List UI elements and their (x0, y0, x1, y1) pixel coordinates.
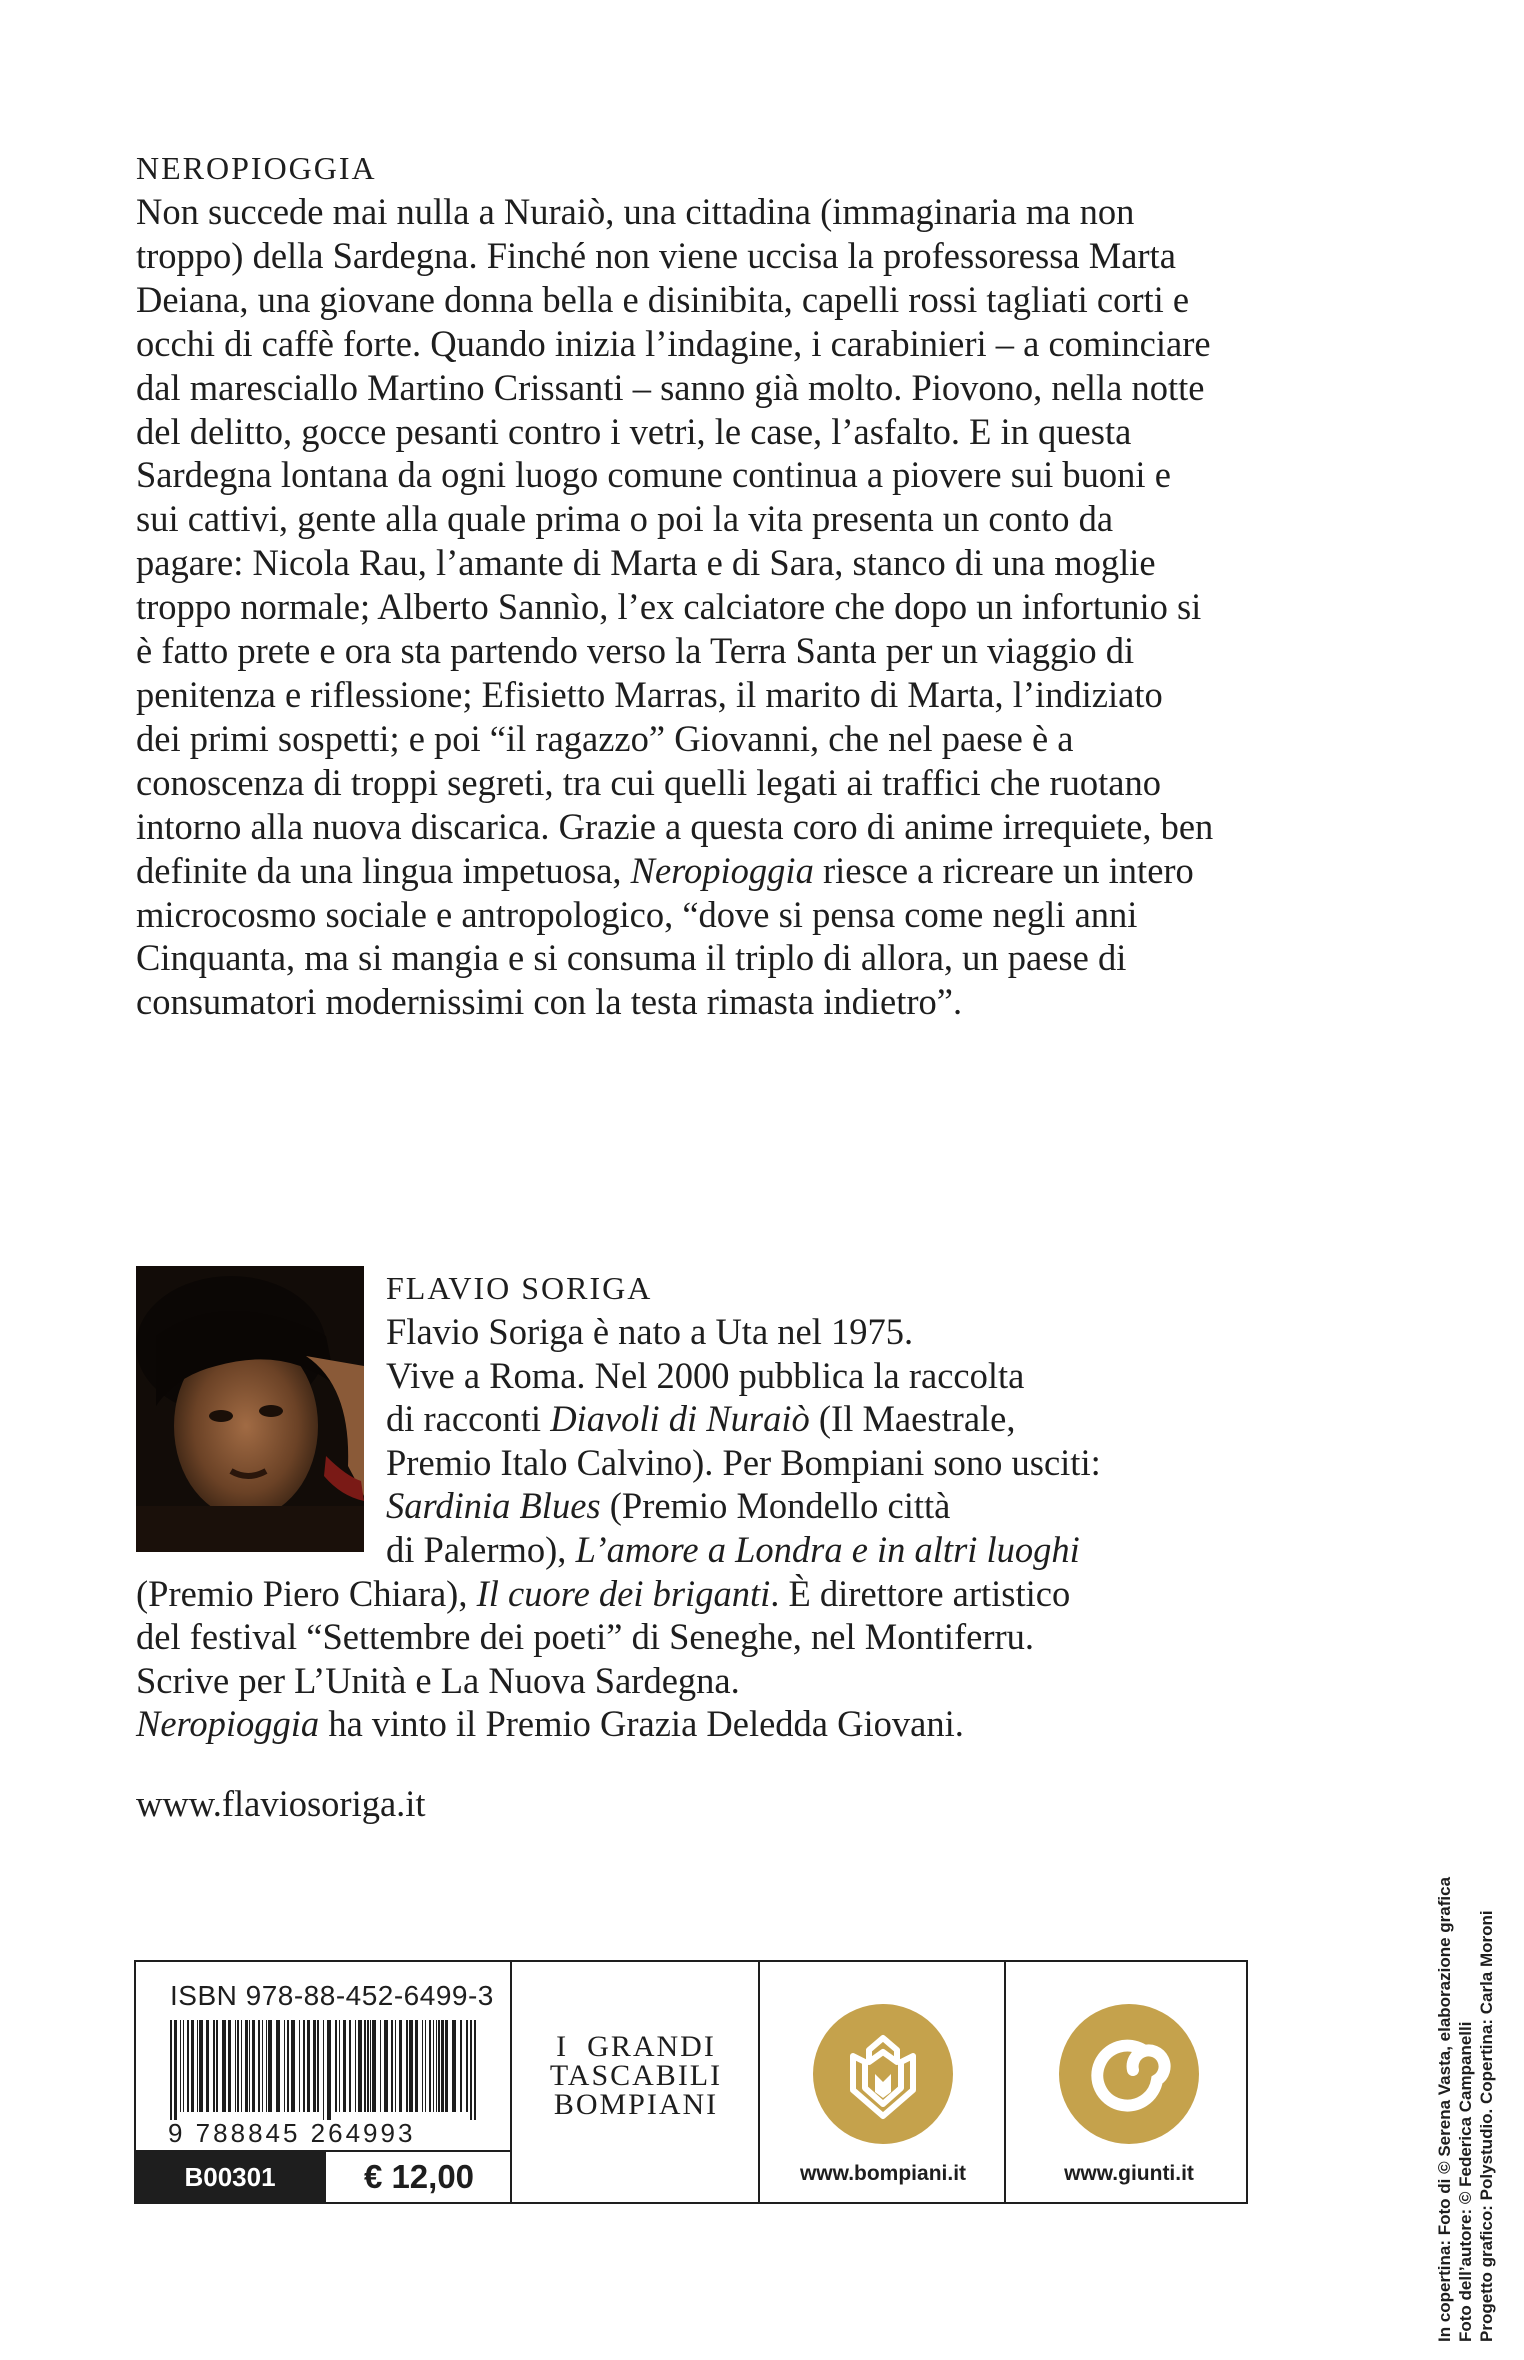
barcode-bar (174, 2020, 177, 2120)
barcode-bar (367, 2020, 369, 2112)
barcode-bar (187, 2020, 189, 2112)
barcode-bar (460, 2020, 462, 2112)
barcode-bar (241, 2020, 242, 2112)
author-bio-line (136, 1528, 1216, 1572)
bompiani-logo (813, 2004, 953, 2144)
barcode-bar (474, 2020, 476, 2120)
giunti-website-link[interactable]: www.giunti.it (1064, 2162, 1194, 2185)
barcode-image (166, 2020, 484, 2146)
barcode-bar (287, 2020, 289, 2112)
barcode-bar (349, 2020, 351, 2112)
barcode-bar (191, 2020, 194, 2112)
author-bio-line (136, 1702, 1216, 1746)
credit-line: Progetto grafico: Polystudio. Copertina: Carla Moroni (1477, 1910, 1496, 2342)
bompiani-website-link[interactable]: www.bompiani.it (799, 2162, 967, 2185)
barcode-bar (343, 2020, 346, 2112)
barcode-bar (335, 2020, 337, 2112)
book-title-heading: NEROPIOGGIA (136, 150, 377, 186)
synopsis-text-part-2: riesce a ricreare un intero microcosmo sociale e antropologico, “dove si pensa come negli anni Cinquanta, ma si mangia e si consuma il triplo di allora, un paese di consumatori modernissimi con la testa rimasta indietro”. (136, 849, 1194, 1023)
barcode-bar (235, 2020, 236, 2112)
price: € 12,00 (363, 2158, 475, 2195)
barcode-bar (276, 2020, 280, 2112)
author-bio (136, 1310, 1216, 1746)
barcode-bar (355, 2020, 356, 2112)
series-logo (512, 1962, 760, 2202)
barcode-bar (228, 2020, 231, 2112)
synopsis-section (136, 146, 1216, 1024)
author-name-heading: FLAVIO SORIGA (386, 1270, 653, 1306)
barcode-bar (372, 2020, 376, 2112)
synopsis-text (136, 190, 1216, 1024)
product-code: B00301 (136, 2152, 324, 2202)
giunti-logo-cell (1006, 1962, 1252, 2202)
author-bio-text: . È direttore artistico (770, 1572, 1071, 1614)
barcode-bar (370, 2020, 371, 2112)
barcode-bar (452, 2020, 456, 2112)
barcode-bar (222, 2020, 226, 2112)
series-line: I GRANDI (556, 2030, 716, 2063)
barcode-bar (391, 2020, 393, 2112)
barcode-bar (470, 2020, 472, 2120)
series-name (512, 2032, 760, 2119)
barcode-bar (438, 2020, 440, 2112)
barcode-bar (425, 2020, 426, 2112)
series-line: BOMPIANI (553, 2088, 719, 2121)
author-bio-text: (Il Maestrale, (809, 1398, 1016, 1440)
barcode-bar (441, 2020, 444, 2112)
author-bio-line: del festival “Settembre dei poeti” di Seneghe, nel Montiferru. (136, 1616, 1035, 1658)
credit-line: Foto dell’autore: © Federica Campanelli (1456, 2021, 1475, 2342)
barcode-bar (466, 2020, 468, 2112)
author-bio-line: Vive a Roma. Nel 2000 pubblica la raccolta (386, 1354, 1025, 1396)
barcode-bar (380, 2020, 381, 2112)
barcode-bar (409, 2020, 413, 2112)
author-bio-line: Flavio Soriga è nato a Uta nel 1975. (386, 1311, 914, 1352)
barcode-bar (170, 2020, 172, 2120)
barcode-bar (303, 2020, 305, 2112)
barcode-bar (268, 2020, 272, 2112)
barcode-bar (213, 2020, 215, 2112)
barcode-bar (249, 2020, 250, 2112)
barcode-bar (206, 2020, 209, 2112)
author-bio-line: Premio Italo Calvino). Per Bompiani sono usciti: (386, 1441, 1101, 1483)
author-bio-line (136, 1484, 1216, 1528)
barcode-digits: 9 788845 264993 (168, 2118, 416, 2146)
barcode-bar (433, 2020, 434, 2112)
cover-credits (1434, 1662, 1497, 2342)
author-bio-line (136, 1572, 1216, 1616)
author-bio-text: (Premio Piero Chiara), (136, 1572, 477, 1614)
barcode-bar (237, 2020, 239, 2112)
barcode-bar (216, 2020, 218, 2112)
book-title-neropioggia: Neropioggia (136, 1703, 320, 1745)
tulip-icon (813, 2004, 953, 2144)
spiral-icon (1059, 2004, 1199, 2144)
book-title-diavoli: Diavoli di Nuraiò (550, 1398, 810, 1440)
book-title-sardinia-blues: Sardinia Blues (386, 1485, 601, 1527)
author-bio-text: ha vinto il Premio Grazia Deledda Giovani. (319, 1703, 964, 1745)
barcode-bar (183, 2020, 184, 2112)
barcode-bar (358, 2020, 362, 2112)
barcode-bar (284, 2020, 285, 2112)
book-title-amore-a-londra: L’amore a Londra e in altri luoghi (575, 1528, 1080, 1570)
barcode-bar (436, 2020, 437, 2112)
barcode-bar (364, 2020, 366, 2112)
series-line: TASCABILI (549, 2059, 723, 2092)
barcode-bar (317, 2020, 319, 2112)
barcode-bar (199, 2020, 203, 2112)
author-website-link[interactable]: www.flaviosoriga.it (136, 1783, 426, 1824)
author-bio-text: di racconti (386, 1398, 551, 1440)
barcode-bar (429, 2020, 431, 2112)
synopsis-book-title: Neropioggia (630, 849, 814, 891)
author-bio-line: Scrive per L’Unità e La Nuova Sardegna. (136, 1659, 740, 1701)
bompiani-logo-cell (760, 1962, 1006, 2202)
author-bio-text: di Palermo), (386, 1528, 576, 1570)
barcode-bar (395, 2020, 396, 2112)
barcode-bar (445, 2020, 448, 2112)
isbn-label: ISBN 978-88-452-6499-3 (170, 1980, 494, 2011)
barcode-box (134, 1960, 1248, 2204)
barcode-bar (258, 2020, 260, 2112)
barcode-bar (422, 2020, 423, 2112)
code-price-row (136, 2150, 512, 2202)
barcode-bar (266, 2020, 267, 2112)
barcode-bar (307, 2020, 310, 2112)
credit-line: In copertina: Foto di © Serena Vasta, elaborazione grafica (1435, 1876, 1454, 2342)
barcode-bar (252, 2020, 255, 2112)
barcode-bar (262, 2020, 263, 2112)
barcode-bar (291, 2020, 295, 2112)
barcode-bar (415, 2020, 418, 2112)
barcode-bar (323, 2020, 324, 2120)
barcode-bar (339, 2020, 340, 2112)
barcode-bar (197, 2020, 198, 2112)
barcode-bar (327, 2020, 331, 2120)
barcode-bar (406, 2020, 408, 2112)
barcode-bar (180, 2020, 181, 2112)
barcode-bar (313, 2020, 316, 2112)
barcode-bar (384, 2020, 388, 2112)
author-bio-line (136, 1397, 1216, 1441)
synopsis-text-part-1: Non succede mai nulla a Nuraiò, una cittadina (immaginaria ma non troppo) della Sardegna. Finché non viene uccisa la professoressa Marta Deiana, una giovane donna bella e disinibita, capelli rossi tagliati corti e occhi di caffè forte. Quando inizia l’indagine, i carabinieri – a cominciare dal maresciallo Martino Crissanti – sanno già molto. Piovono, nella notte del delitto, gocce pesanti contro i vetri, le case, l’asfalto. E in questa Sardegna lontana da ogni luogo comune continua a piovere sui buoni e sui cattivi, gente alla quale prima o poi la vita presenta un conto da pagare: Nicola Rau, l’amante di Marta e di Sara, stanco di una moglie troppo normale; Alberto Sannìo, l’ex calciatore che dopo un infortunio si è fatto prete e ora sta partendo verso la Terra Santa per un viaggio di penitenza e riflessione; Efisietto Marras, il marito di Marta, l’indiziato dei primi sospetti; e poi “il ragazzo” Giovanni, che nel paese è a conoscenza di troppi segreti, tra cui quelli legati ai traffici che ruotano intorno alla nuova discarica. Grazie a questa coro di anime irrequiete, ben definite da una lingua impetuosa, (136, 191, 1214, 891)
book-title-cuore-dei-briganti: Il cuore dei briganti (476, 1572, 771, 1614)
barcode-bar (245, 2020, 248, 2112)
author-bio-text: (Premio Mondello città (600, 1485, 951, 1527)
barcode-bar (399, 2020, 402, 2112)
barcode-bar (299, 2020, 300, 2112)
giunti-logo (1059, 2004, 1199, 2144)
